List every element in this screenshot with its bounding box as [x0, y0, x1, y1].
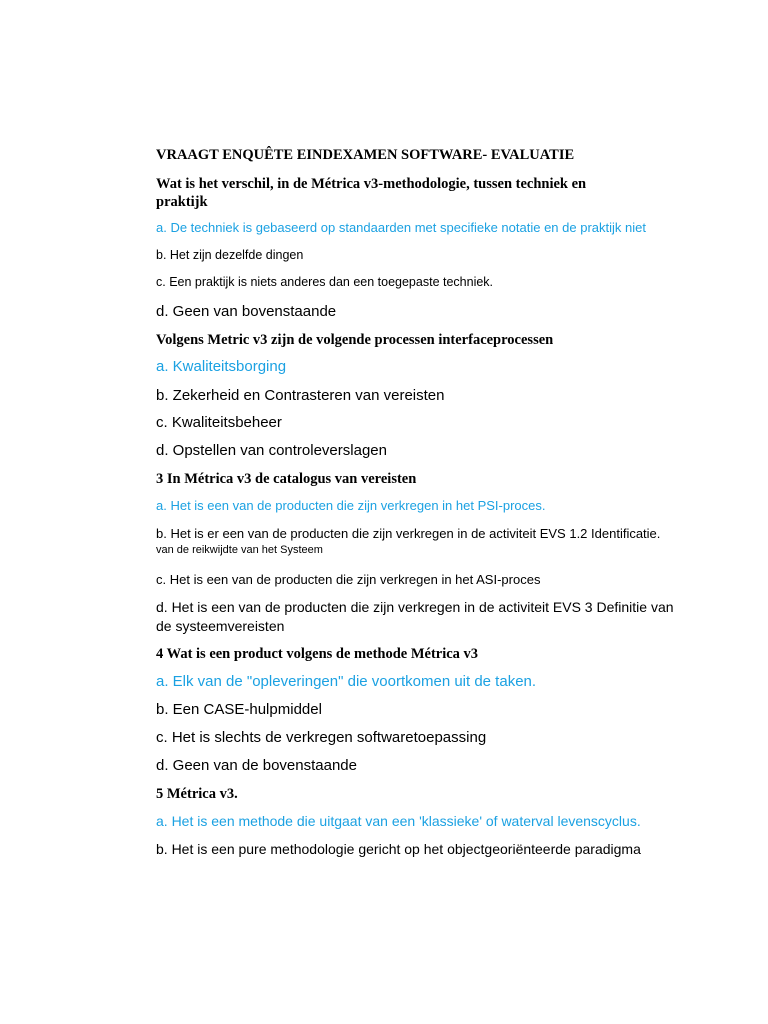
question-2-answer-b: b. Zekerheid en Contrasteren van vereisten: [156, 387, 445, 404]
question-2-answer-d: d. Opstellen van controleverslagen: [156, 442, 387, 459]
question-3-answer-b: b. Het is er een van de producten die zijn verkregen in de activiteit EVS 1.2 Identificatie.: [156, 526, 661, 541]
question-1-line-1: Wat is het verschil, in de Métrica v3-methodologie, tussen techniek en: [156, 176, 587, 192]
question-5: 5 Métrica v3.: [156, 786, 238, 802]
question-1-answer-a: a. De techniek is gebaseerd op standaarden met specifieke notatie en de praktijk niet: [156, 220, 646, 235]
question-4-answer-b: b. Een CASE-hulpmiddel: [156, 701, 322, 718]
question-3: 3 In Métrica v3 de catalogus van vereisten: [156, 471, 417, 487]
question-4-answer-a: a. Elk van de "opleveringen" die voortkomen uit de taken.: [156, 673, 537, 690]
question-3-answer-c: c. Het is een van de producten die zijn verkregen in het ASI-proces: [156, 572, 541, 587]
question-4-answer-c: c. Het is slechts de verkregen softwaretoepassing: [156, 729, 487, 746]
document-title: VRAAGT ENQUÊTE EINDEXAMEN SOFTWARE- EVALUATIE: [156, 147, 575, 163]
question-1-answer-d: d. Geen van bovenstaande: [156, 303, 337, 320]
question-5-answer-b: b. Het is een pure methodologie gericht op het objectgeoriënteerde paradigma: [156, 841, 641, 857]
question-2-answer-c: c. Kwaliteitsbeheer: [156, 414, 282, 431]
question-4-answer-d: d. Geen van de bovenstaande: [156, 757, 357, 774]
question-5-answer-a: a. Het is een methode die uitgaat van een 'klassieke' of waterval levenscyclus.: [156, 813, 641, 829]
question-3-answer-d-continued: de systeemvereisten: [156, 618, 285, 634]
question-4: 4 Wat is een product volgens de methode Métrica v3: [156, 646, 479, 662]
question-1-line-2: praktijk: [156, 194, 208, 210]
question-1-answer-c: c. Een praktijk is niets anderes dan een toegepaste techniek.: [156, 275, 494, 289]
question-3-answer-b-continued: van de reikwijdte van het Systeem: [156, 544, 323, 556]
question-2: Volgens Metric v3 zijn de volgende processen interfaceprocessen: [156, 332, 554, 348]
question-2-answer-a: a. Kwaliteitsborging: [156, 358, 287, 375]
question-3-answer-d: d. Het is een van de producten die zijn verkregen in de activiteit EVS 3 Definitie van: [156, 599, 674, 615]
question-1-answer-b: b. Het zijn dezelfde dingen: [156, 248, 304, 262]
question-3-answer-a: a. Het is een van de producten die zijn verkregen in het PSI-proces.: [156, 498, 546, 513]
